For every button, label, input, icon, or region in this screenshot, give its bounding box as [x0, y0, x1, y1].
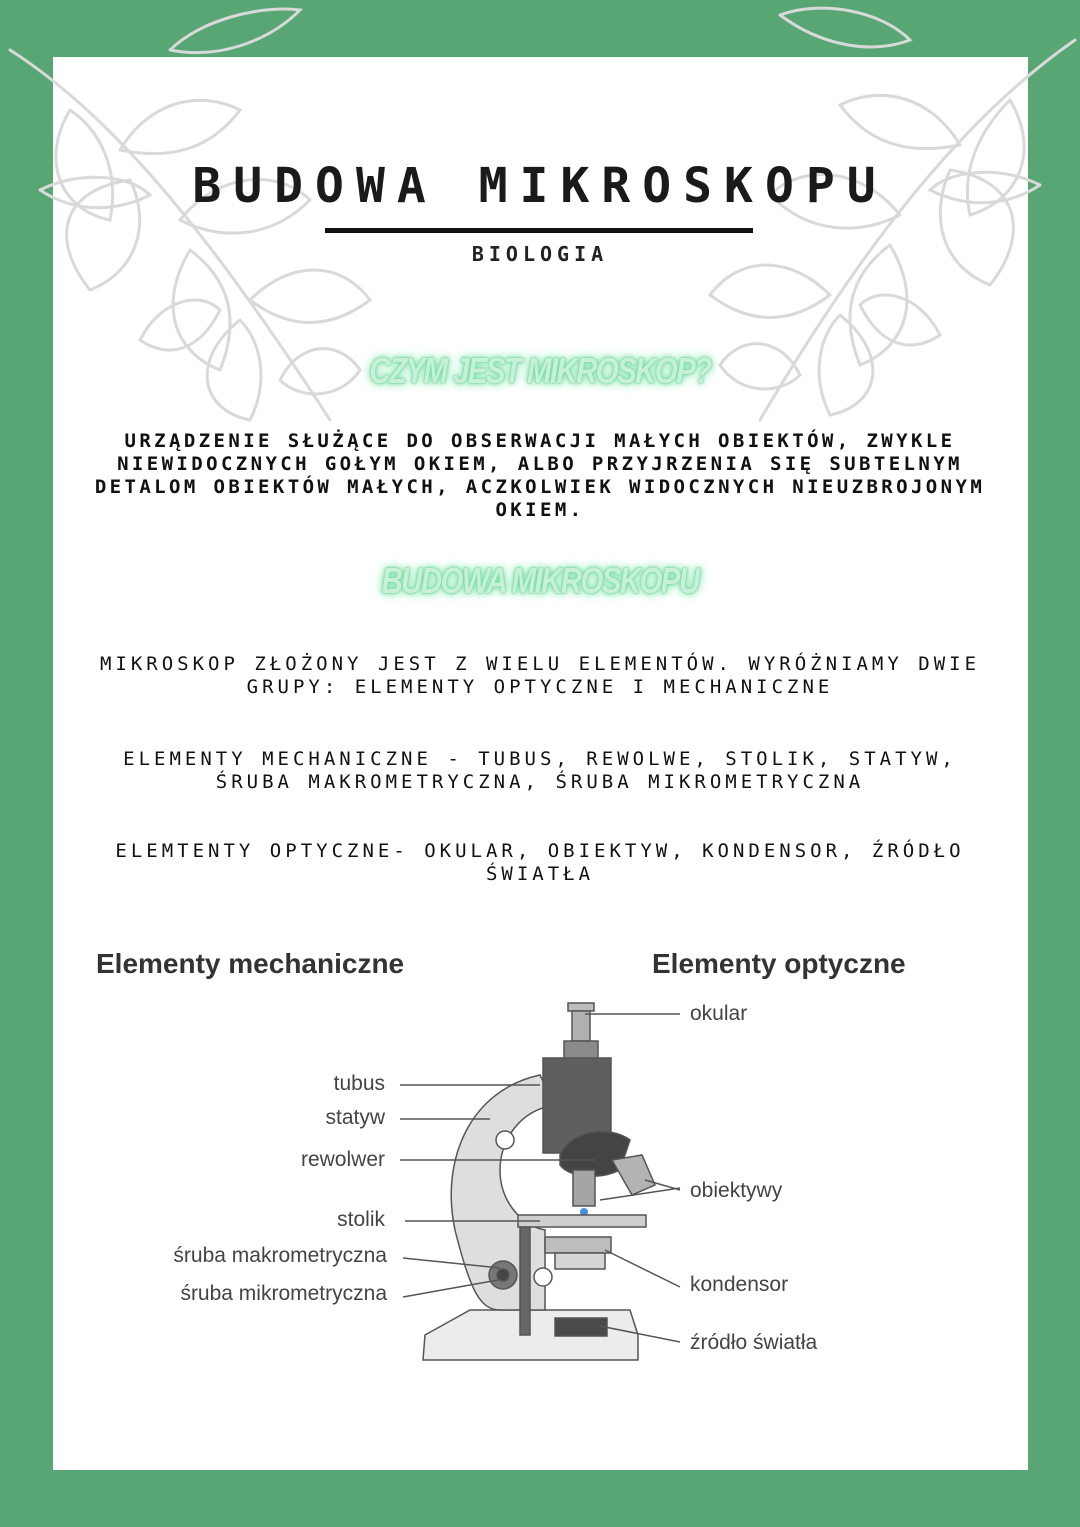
figure-mechanical-heading: Elementy mechaniczne	[96, 948, 405, 979]
label-okular: okular	[690, 1002, 748, 1025]
optical-elements-text: ELEMTENTY OPTYCZNE- OKULAR, OBIEKTYW, KONDENSOR, ŹRÓDŁO ŚWIATŁA	[115, 840, 965, 885]
mechanical-elements-text: ELEMENTY MECHANICZNE - TUBUS, REWOLWE, STOLIK, STATYW, ŚRUBA MAKROMETRYCZNA, ŚRUBA MIKROMETRYCZNA	[123, 748, 957, 793]
label-kondensor: kondensor	[690, 1273, 789, 1296]
label-sruba-makrometryczna: śruba makrometryczna	[173, 1244, 387, 1267]
label-stolik: stolik	[337, 1208, 385, 1231]
label-tubus: tubus	[333, 1072, 385, 1095]
definition-text: URZĄDZENIE SŁUŻĄCE DO OBSERWACJI MAŁYCH OBIEKTÓW, ZWYKLE NIEWIDOCZNYCH GOŁYM OKIEM, ALBO PRZYJRZENIA SIĘ SUBTELNYM DETALOM OBIEKTÓW MAŁYCH, ACZKOLWIEK WIDOCZNYCH NIEUZBROJONYM OKIEM.	[94, 430, 986, 521]
section-heading-what-is: CZYM JEST MIKROSKOP?	[369, 350, 711, 391]
section-heading-structure: BUDOWA MIKROSKOPU	[381, 560, 699, 601]
label-rewolwer: rewolwer	[300, 1148, 385, 1171]
label-sruba-mikrometryczna: śruba mikrometryczna	[180, 1282, 387, 1305]
label-zrodlo-swiatla: źródło światła	[690, 1331, 818, 1354]
page-title: BUDOWA MIKROSKOPU	[192, 158, 888, 214]
page-subtitle: BIOLOGIA	[471, 242, 609, 266]
structure-intro-text: MIKROSKOP ZŁOŻONY JEST Z WIELU ELEMENTÓW. WYRÓŻNIAMY DWIE GRUPY: ELEMENTY OPTYCZNE I MECHANICZNE	[99, 653, 981, 698]
figure-optical-heading: Elementy optyczne	[652, 948, 906, 979]
label-obiektywy: obiektywy	[690, 1179, 783, 1202]
label-statyw: statyw	[325, 1106, 385, 1129]
